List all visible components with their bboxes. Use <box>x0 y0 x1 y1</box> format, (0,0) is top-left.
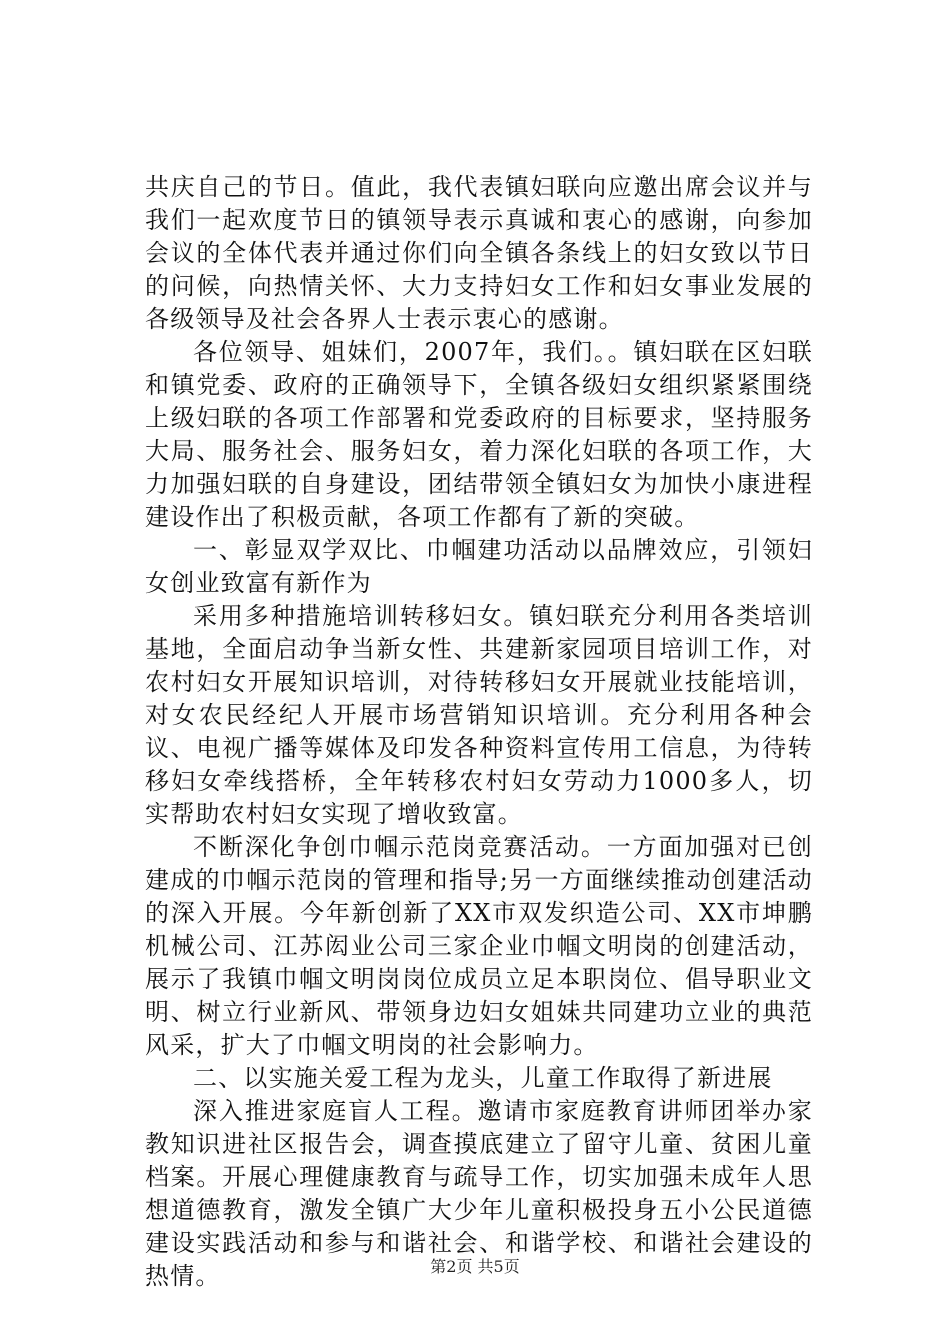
paragraph-5: 深入推进家庭盲人工程。邀请市家庭教育讲师团举办家教知识进社区报告会，调查摸底建立了留守儿童、贫困儿童档案。开展心理健康教育与疏导工作，切实加强未成年人思想道德教育，激发全镇广大少年儿童积极投身五小公民道德建设实践活动和参与和谐社会、和谐学校、和谐社会建设的热情。 <box>145 1097 813 1290</box>
paragraph-4: 不断深化争创巾帼示范岗竞赛活动。一方面加强对已创建成的巾帼示范岗的管理和指导;另一方面继续推动创建活动的深入开展。今年新创新了XX市双发织造公司、XX市坤鹏机械公司、江苏闳业公司三家企业巾帼文明岗的创建活动，展示了我镇巾帼文明岗岗位成员立足本职岗位、倡导职业文明、树立行业新风、带领身边妇女姐妹共同建功立业的典范风采，扩大了巾帼文明岗的社会影响力。 <box>145 833 813 1059</box>
paragraph-1: 共庆自己的节日。值此，我代表镇妇联向应邀出席会议并与我们一起欢度节日的镇领导表示真诚和衷心的感谢，向参加会议的全体代表并通过你们向全镇各条线上的妇女致以节日的问候，向热情关怀、大力支持妇女工作和妇女事业发展的各级领导及社会各界人士表示衷心的感谢。 <box>145 173 813 333</box>
document-body <box>145 171 813 1293</box>
paragraph-3: 采用多种措施培训转移妇女。镇妇联充分利用各类培训基地，全面启动争当新女性、共建新家园项目培训工作，对农村妇女开展知识培训，对待转移妇女开展就业技能培训，对女农民经纪人开展市场营销知识培训。充分利用各种会议、电视广播等媒体及印发各种资料宣传用工信息，为待转移妇女牵线搭桥，全年转移农村妇女劳动力1000多人，切实帮助农村妇女实现了增收致富。 <box>145 602 813 828</box>
section-heading-2: 二、以实施关爱工程为龙头，儿童工作取得了新进展 <box>193 1064 773 1092</box>
paragraph-2: 各位领导、姐妹们，2007年，我们。。镇妇联在区妇联和镇党委、政府的正确领导下，全镇各级妇女组织紧紧围绕上级妇联的各项工作部署和党委政府的目标要求，坚持服务大局、服务社会、服务妇女，着力深化妇联的各项工作，大力加强妇联的自身建设，团结带领全镇妇女为加快小康进程建设作出了积极贡献，各项工作都有了新的突破。 <box>145 338 813 531</box>
page-number-footer: 第2页 共5页 <box>430 1257 520 1276</box>
section-heading-1: 一、彰显双学双比、巾帼建功活动以品牌效应，引领妇女创业致富有新作为 <box>145 536 813 597</box>
